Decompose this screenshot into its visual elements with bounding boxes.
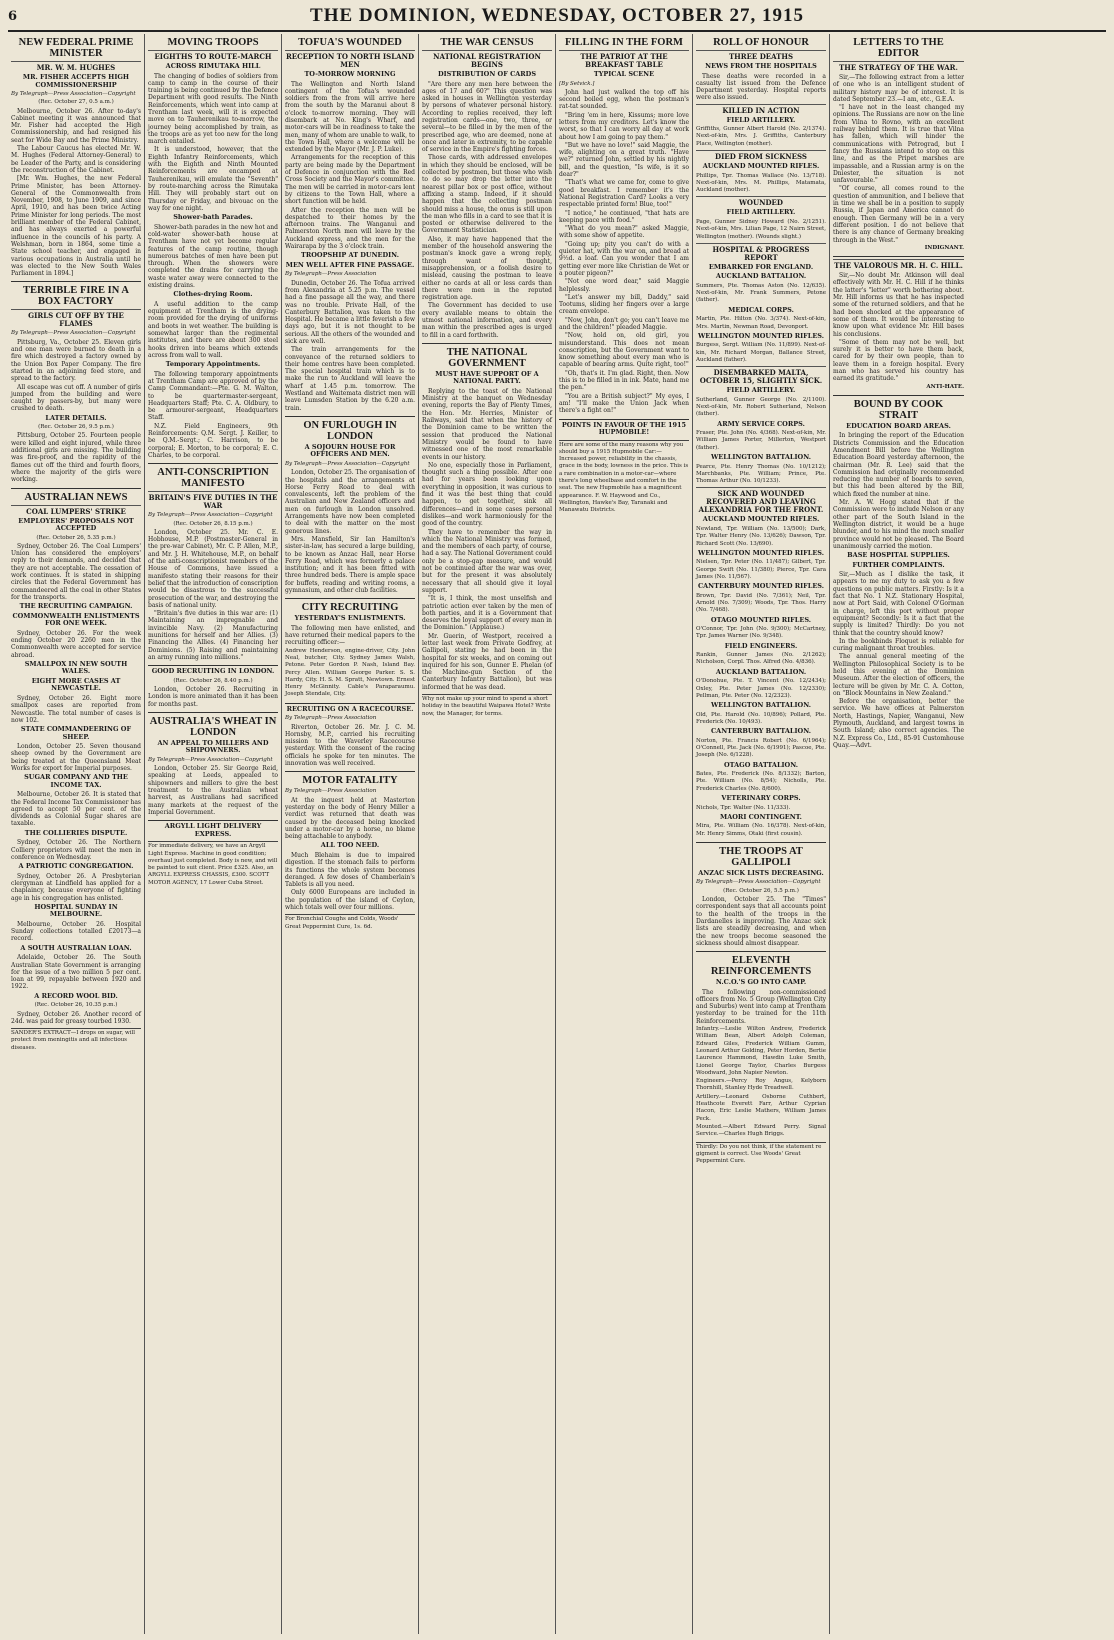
column-rule [833,395,964,396]
subheading: TO-MORROW MORNING [304,70,396,78]
headline: MOTOR FATALITY [302,775,398,787]
column-rule [11,281,141,282]
subheading: VETERINARY CORPS. [721,794,801,803]
subheading: ARGYLL LIGHT DELIVERY EXPRESS. [164,822,262,838]
byline: By Telegraph—Press Association—Copyright [11,330,136,337]
paragraph: "Now, hold on, old girl, you misunderstand. This does not mean conscription, but the Government want to know something about every man who is capable of bearing arms. Quite right, too!" [559,332,689,369]
headline: TOFUA'S WOUNDED [298,37,402,48]
byline: By Telegraph—Press Association—Copyright [148,756,273,763]
subheading: A RECORD WOOL BID. [34,991,118,1000]
byline: By Telegraph—Press Association [285,715,377,722]
column-rule [285,703,415,704]
paragraph: Much Blehaim is due to impaired digestion. If the stomach fails to perform its functions the whole system becomes deranged. A few doses of Chamberlain's Tablets is all you need. [285,851,415,889]
name-list: Sutherland, Gunner George (No. 2/1100). Next-of-kin, Mr. Robert Sutherland, Nelson (father). [696,396,826,418]
paragraph: In bringing the report of the Education Districts Commission and the Education Amendment Bill before the Wellington Education Board yesterday afternoon, the chairman (Mr. R. Lee) said that the Commission had originally recommended reducing the number of boards to seven, but this had been altered by the Bill, which fixed the number at nine. [833,432,964,498]
paragraph: The train arrangements for the conveyance of the returned soldiers to their home centres have been completed. The special hospital train which is to make the run to Auckland will leave the wharf at 1.45 p.m. tomorrow. The Westland and Waitemata district men will leave Lumsden Station by the 6.20 a.m. train. [285,346,415,412]
column-rule [833,256,964,257]
paragraph: Sydney, October 26. A Presbyterian clergyman at Lindfield has applied for a chaplaincy, because everyone of fighting age in his congregation has enlisted. [11,872,141,902]
subheading: WELLINGTON BATTALION. [710,701,811,710]
paragraph: Arrangements for the reception of this party are being made by the Department of Defence in conjunction with the Red Cross Society and the Mayor's committee. The men will be carried in motor-cars lent by citizens to the Town Hall, where a short function will be held. [285,154,415,206]
name-list: Newland, Tpr. William (No. 13/500); Dark, Tpr. Walter Henry (No. 13/626); Dawson, Tpr. Richard Scott (No. 13/690). [696,525,826,547]
subheading: DIED FROM SICKNESS [696,150,826,161]
name-list: Martin, Pte. Hilton (No. 3/374). Next-of-kin, Mrs. Martin, Newman Road, Devonport. [696,316,826,330]
paragraph: In the bookbinds Floquet is reliable for curing malignant throat troubles. [833,637,964,653]
headline: THE WAR CENSUS [440,37,534,48]
paragraph: The following non-commissioned officers from No. 5 Group (Wellington City and Suburbs) went into camp at Trentham yesterday to be trained for the 11th Reinforcements. [696,988,826,1025]
advertisement: SANDER'S EXTRACT—I drops on sugar, will protect from meningitis and all infectious diseases. [11,1028,141,1052]
name-list: Engineers.—Percy Roy Angus, Kelyborn Thornhill, Stanley Hyde Treadwell. [696,1078,826,1092]
subheading: SICK AND WOUNDED RECOVERED AND LEAVING ALEXANDRIA FOR THE FRONT. [696,487,826,514]
paragraph: Melbourne, October 26. Hospital Sunday collections totalled £20173—a record. [11,920,141,943]
subheading: EIGHTHS TO ROUTE-MARCH [148,50,278,61]
subheading: THE VALOROUS MR. H. C. HILL. [834,261,963,271]
name-list: Summers, Pte. Thomas Aston (No. 12/635). Next-of-kin, Mr. Frank Summers, Petone (father). [696,282,826,304]
advertisement: For Bronchial Coughs and Colds, Woods' Great Peppermint Cure, 1s. 6d. [285,914,415,931]
headline: THE TROOPS AT GALLIPOLI [719,845,803,868]
name-list: Phillips, Tpr. Thomas Wallace (No. 13/718). Next-of-kin, Mrs. M. Phillips, Matamata, Auckland (mother). [696,172,826,194]
paragraph: "You are a British subject?" My eyes, I am! "I'll make the Union Jack when there's a fight on!" [559,392,689,415]
headline: CITY RECRUITING [301,602,399,614]
paragraph: "Going up; pity you can't do with a quieter hat, with the war on, and bread at 9½d. a loaf. Can you wonder that I am getting ever more like Christian de Wet or a pouter pigeon?" [559,240,689,277]
subheading: FIELD ARTILLERY. [726,208,796,217]
subheading: A SOUTH AUSTRALIAN LOAN. [20,943,132,952]
subheading: MR. W. M. HUGHES [11,61,141,72]
paragraph: After the reception the men will be despatched to their homes by the afternoon trains. The Wanganui and Palmerston North men will leave by the Auckland express, and the men for the Wairarapa by the 3 o'clock train. [285,206,415,251]
subheading: FURTHER COMPLAINTS. [852,560,945,569]
paragraph: It is understood, however, that the Eighth Infantry Reinforcements, which with the Eighth and Ninth Mounted Reinforcements are encamped at Tauherenikau, will emulate the "Seventh" by route-marching across the Rimutaka Hill. They will probably start out on Thursday or Friday, and bivouac on the way for one night. [148,146,278,212]
subheading: FIELD ENGINEERS. [724,641,798,650]
subheading: EMPLOYERS' PROPOSALS NOT ACCEPTED [18,516,134,533]
subheading: GOOD RECRUITING IN LONDON. [151,667,275,676]
paragraph: A useful addition to the camp equipment at Trentham is the drying-room provided for the drying of uniforms and boots in wet weather. The building is somewhat larger than the regimental institutes, and there are about 300 steel hooks driven into beams which extends across from wall to wall. [148,300,278,359]
subheading: DISTRIBUTION OF CARDS [437,70,537,78]
paragraph: The annual general meeting of the Wellington Philosophical Society is to be held this evening at the Dominion Museum. After the election of officers, the lecture will be given by Mr. C. A. Cotton, on "Block Mountains in New Zealand." [833,653,964,697]
paragraph: Mr. A. W. Hogg stated that if the Commission were to include Nelson or any other part of the South Island in the Wellington district, it would be a huge blunder, and to his mind the much smaller province would not be pleased. The Board unanimously carried the motion. [833,499,964,550]
column-2 [145,34,282,1634]
subheading: WOUNDED [696,196,826,207]
paragraph: "Bring 'em in here, Kissums; more love letters from my creditors. Let's know the worst, so that I can worry all day at work about how I am going to pay them." [559,111,689,141]
advertisement: Why not make up your mind to spend a short holiday in the beautiful Waipawa Hotel? Write now, the Manager, for terms. [422,696,551,717]
subheading: FIELD ARTILLERY. [726,386,796,395]
column-rule [285,771,415,772]
paragraph: The changing of bodies of soldiers from camp to camp in the course of their training is being continued by the Defence Department with good results. The Ninth Reinforcements, which went into camp at Trentham last week, will it is expected move on to Tauherenikau to-morrow, the journey being accomplished by train, as the troops are as yet too new for the long march entailed. [148,72,278,146]
name-list: Andrew Henderson, engine-driver, City. John Neal, butcher, City. Sydney James Walsh, Petone. Peter Gordon P. Nash, Island Bay. Percy Allen. William George Parker. S. S. Hardy, City. H. S. M. Spratt, Newtown. Ernest Henry McGinnity. Cable's Paraparaumu. Joseph Stendale, City. [285,647,415,698]
subheading: A SOJOURN HOUSE FOR OFFICERS AND MEN. [304,442,396,459]
subheading: MEDICAL CORPS. [728,305,794,314]
subheading: MEN WELL AFTER FINE PASSAGE. [285,260,415,269]
paragraph: Sydney, October 26. Eight more smallpox cases are reported from Newcastle. The total number of cases is now 102. [11,694,141,724]
subheading: LATER DETAILS. [45,413,107,422]
column-rule [148,463,278,464]
subheading: WELLINGTON MOUNTED RIFLES. [697,331,825,340]
subheading: BRITAIN'S FIVE DUTIES IN THE WAR [148,493,278,511]
paragraph: The Government has decided to use every available means to obtain the utmost national information, and every man within the prescribed ages is urged to fill in a card forthwith. [422,302,552,339]
column-rule [285,598,415,599]
column-rule [422,343,552,344]
paragraph: "It is, I think, the most unselfish and patriotic action ever taken by the men of both parties, and it is a Government that deserves the loyal support of every man in the Dominion." (Applause.) [422,595,552,632]
subheading: GIRLS CUT OFF BY THE FLAMES [11,309,141,328]
column-rule [696,842,826,843]
subheading: YESTERDAY'S ENLISTMENTS. [294,614,406,623]
paragraph: "Let's answer my bill, Daddy," said Tootums, sliding her fingers over a large cream envelope. [559,293,689,316]
name-list: Bates, Pte. Frederick (No. 8/1332); Barton, Pte. William (No. 8/54); Nicholls, Pte. Frederick Charles (No. 8/600). [696,771,826,792]
subheading: OTAGO MOUNTED RIFLES. [710,615,812,624]
headline: MOVING TROOPS [167,37,259,48]
name-list: Burgess, Sergt. William (No. 11/899). Next-of-kin, Mr. Richard Morgan, Ballance Street, Auckland (father). [696,342,826,363]
paragraph: London, October 25. Mr. C. E. Hobhouse, M.P. (Postmaster-General in the pre-war Cabinet), Mr. C. P. Allen, M.P., and Mr. J. H. Whitehouse, M.P., on behalf of the anti-conscriptionist members of the House of Commons, have issued a manifesto stating their reasons for their belief that the introduction of conscription would be disastrous to the successful prosecution of the war, and destroying the basis of national unity. [148,528,278,609]
paragraph: Mrs. Mansfield, Sir Ian Hamilton's sister-in-law, has secured a large building, to be known as Anzac Hall, near Horse Ferry Road, which was formerly a palace institution; and it has been fitted with three hundred beds. There is ample space for buffets, reading and writing rooms, a gymnasium, and other club facilities. [285,535,415,595]
page-number: 6 [8,8,18,24]
subheading: ALL TOO NEED. [320,841,380,850]
name-list: Fraser, Pte. John (No. 4/368). Next-of-kin, Mr. William James Porter, Millerton, Westport (father). [696,430,826,451]
newspaper-title: THE DOMINION, WEDNESDAY, OCTOBER 27, 1915 [310,5,804,26]
columns-container [8,34,1106,1634]
subheading: DISEMBARKED MALTA, OCTOBER 15, SLIGHTLY SICK. [696,366,826,385]
subheading: THE PATRIOT AT THE BREAKFAST TABLE [559,50,689,69]
paragraph: Sydney, October 26. The Coal Lumpers' Union has considered the employers' reply to their demands, and decided that they are not acceptable. The cessation of work continues. It is stated in shipping circles that the Federal Government has commandeered all the coal in other States for the transports. [11,542,141,601]
subheading: ACROSS RIMUTAKA HILL [165,62,261,70]
dateline: (Rec. October 26, 5.5 p.m.) [723,887,799,894]
paragraph: Melbourne, October 26. After to-day's Cabinet meeting it was announced that Mr. Fisher had accepted the High Commissionership, and had resigned his seat for Wide Bay and the Prime Ministry. [11,107,141,144]
byline: [By Setvick.] [559,80,595,87]
byline: By Telegraph—Press Association—Copyright [11,91,136,97]
dateline: (Rec. October 26, 10.35 p.m.) [34,1002,118,1009]
byline: By Telegraph—Press Association—Copyright [285,460,410,467]
column-5 [556,34,693,1634]
paragraph: "Are there any men here between the ages of 17 and 60?" This question was asked in houses in Wellington yesterday by persons of whatever personal history. According to replies received, they left registration cards—one, two, three, or several—to be filled in by the men of the prescribed age, who are deemed, none at once and later in extremity, to be capable of service in the Empire's fighting forces. [422,80,552,154]
paragraph: The Labour Caucus has elected Mr. W. M. Hughes (Federal Attorney-General) to be Leader of the Party, and is considering the reconstruction of the Cabinet. [11,145,141,174]
paragraph: Melbourne, October 26. It is stated that the Federal Income Tax Commissioner has agreed to accept 50 per cent. of the dividends as Colonial Sugar shares are taxable. [11,791,141,828]
paragraph: Pittsburg, Va., October 25. Eleven girls and one man were burned to death in a fire which destroyed a factory owned by the Union Box Paper Company. The fire started in an adjoining feed store, and spread to the factory. [11,338,141,383]
paragraph: "Not one word dear," said Maggie helplessly. [559,278,689,293]
paragraph: London, October 25. Sir George Reid, speaking at Leeds, appealed to shipowners and millers to give the best treatment to the Australian wheat harvest, as Australians had sacrificed many markets at the request of the Imperial Government. [148,765,278,816]
name-list: Infantry.—Leslie Wilton Andrew, Frederick William Bean, Albert Adolph Coleman, Edward Giles, Frederick William Gumm, Leonard Arthur Golding, Peter Horden, Bertie Laurence Hammond, Hawdin Luke Smith, Lionel George Taylor, Charles Burgess Woodward, John Napier Newton. [696,1026,826,1076]
paragraph: "What do you mean?" asked Maggie, with some show of appetite. [559,225,689,240]
subheading: ANZAC SICK LISTS DECREASING. [698,868,824,877]
byline: By Telegraph—Press Association [285,788,377,795]
headline: ANTI-CONSCRIPTION MANIFESTO [157,467,269,490]
paragraph: They have to remember the way in which the National Ministry was formed, and the members of each party, of course, had a say. The National Government could only be a stop-gap measure, and would not be continued after the war was over, but for the present it was absolutely necessary that all should give it loyal support. [422,528,552,594]
name-list: Brown, Tpr. David (No. 7/361); Neil, Tpr. Arnold (No. 7/309); Woods, Tpr. Thos. Harry (No. 7/468). [696,592,826,614]
subheading: Shower-bath Parades. [173,213,253,222]
paragraph: Riverton, October 26. Mr. J. C. M. Hornsby, M.P., carried his recruiting mission to the Waverley Racecourse yesterday. With the consent of the racing officials he spoke for ten minutes. The innovation was well received. [285,723,415,768]
dateline: (Rec. October 26, 5.35 p.m.) [36,534,116,541]
subheading: AN APPEAL TO MILLERS AND SHIPOWNERS. [157,738,269,755]
column-rule [285,416,415,417]
subheading: EMBARKED FOR ENGLAND. [708,262,814,271]
subheading: MAORI CONTINGENT. [720,812,802,821]
column-rule [148,665,278,666]
column-3 [282,34,419,1634]
paragraph: The following men have enlisted, and have returned their medical papers to the recruiting officer:— [285,624,415,647]
subheading: WELLINGTON BATTALION. [710,453,811,462]
dateline: (Rec. October 26, 9.5 p.m.) [38,424,114,431]
headline: AUSTRALIA'S WHEAT IN LONDON [149,715,277,738]
paragraph: Adelaide, October 26. The South Australian State Government is arranging for the issue of a two million 5 per cent. loan at 99, repayable between 1920 and 1922. [11,954,141,991]
name-list: Nielsen, Tpr. Peter (No. 11/487); Gilbert, Tpr. George Swift (No. 11/380); Pierce, Tpr. Cara James (No. 11/567). [696,559,826,580]
subheading: COAL LUMPERS' STRIKE [11,505,141,516]
paragraph: The Wellington and North Island contingent of the Tofua's wounded soldiers from the from will arrive here from the south by the Maranui about 8 o'clock to-morrow morning. They will disembark at No. King's Wharf, and motor-cars will be in readiness to take the men, many of whom are unable to walk, to the Town Hall, where a welcome will be extended by the Mayor (Mr. J. P. Luke). [285,80,415,154]
paragraph: "Oh, that's it. I'm glad. Right, then. Now this is to be filled in in ink. Mate, hand me the pen." [559,369,689,392]
paragraph: "Britain's five duties in this war are: (1) Maintaining an impregnable and invincible Navy. (2) Manufacturing munitions for herself and her Allies. (3) Financing the Allies. (4) Financing her Dominions. (5) Raising and maintaining an army running into millions." [148,610,278,661]
subheading: MR. FISHER ACCEPTS HIGH COMMISSIONERSHIP [22,73,130,89]
paragraph: Mr. Guerin, of Westport, received a letter last week from Private Godfrey, at Gallipoli, stating he had been in the hospital for six weeks, and on coming out inquired for his son, Gunner E. Phelan (of the Machine-gun Section of the Canterbury Infantry Battalion), but was informed that he was dead. [422,632,552,691]
headline: BOUND BY COOK STRAIT [853,398,944,421]
headline: FILLING IN THE FORM [565,37,683,48]
advertisement: Thirdly: Do you not think, if the statement re gigment is correct. Use Woods' Great Peppermint Cure. [696,1142,826,1166]
subheading: KILLED IN ACTION [696,104,826,115]
paragraph: Pittsburg, October 25. Fourteen people were killed and eight injured, while three additional girls are missing. The building was fire-proof, and the rapidity of the flames cut off the third and fourth floors, where the majority of the girls were working. [11,432,141,484]
headline: ON FURLOUGH IN LONDON [303,419,397,442]
byline: By Telegraph—Press Association—Copyright [696,879,821,886]
subheading: FIELD ARTILLERY. [726,115,796,124]
subheading: THREE DEATHS [696,50,826,61]
name-list: Mounted.—Albert Edward Perry. Signal Service.—Charles Hugh Briggs. [696,1123,826,1138]
headline: NEW FEDERAL PRIME MINISTER [18,37,134,59]
paragraph: "Some of them may not be well, but surely it is better to have them back, cared for by their own people, than to leave them in a foreign hospital. Every man who has served his country has earned its gratitude." [833,338,964,383]
column-rule [148,820,278,821]
column-rule [148,712,278,713]
paragraph: Sydney, October 26. For the week ending October 20 2260 men in the Commonwealth were accepted for service abroad. [11,629,141,659]
paragraph: Shower-bath parades in the new hot and cold-water shower-bath house at Trentham have not yet become regular features of the camp routine, though numerous batches of men have been put through. When the showers were completed the drains for carrying the waste water away were connected to the existing drains. [148,223,278,290]
subheading: CANTERBURY BATTALION. [711,727,811,736]
name-list: Nichols, Tpr. Walter (No. 11/333). [696,804,791,811]
subheading: CANTERBURY MOUNTED RIFLES. [697,582,825,591]
paragraph: "I notice," he continued, "that hats are keeping pace with food." [559,209,689,224]
headline: AUSTRALIAN NEWS [24,491,128,503]
advertisement: Here are some of the many reasons why you should buy a 1915 Hupmobile Car:—Increased power, reliability in the chassis, grace in the body, lowness in the price. This is a rare combination in a motor-car—where there's long wheelbase and comfort in the seat. The new Hupmobile has a magnificent appearance. F. W. Haywood and Co., Wellington, Hawke's Bay, Taranaki and Manawatu Districts. [559,441,689,514]
headline: THE NATIONAL GOVERNMENT [446,346,528,369]
name-list: Artillery.—Leonard Osborne Cuthbert, Heathcote Everett Farr, Arthur Cyprian Hacon, Eric Leslie Mathers, William James Peck. [696,1093,826,1122]
paragraph: All escape was cut off. A number of girls jumped from the building and were caught by passers-by, but many were crushed to death. [11,383,141,413]
column-7 [830,34,967,1634]
masthead [8,2,1106,32]
subheading: TYPICAL SCENE [593,70,655,78]
name-list: Norton, Pte. Francis Robert (No. 6/1964); O'Connell, Pte. Jack (No. 6/1991); Pascoe, Pte. Joseph (No. 6/1228). [696,737,826,759]
headline: ROLL OF HONOUR [713,37,809,48]
paragraph: London, October 25. The "Times" correspondent says that all accounts point to the health of the troops in the Dardanelles is improving. The Anzac sick lists are steadily decreasing, and when the new troops become seasoned the sickness should almost disappear. [696,896,826,947]
paragraph: Before the organisation, better the service. We have offices at Palmerston North, Hastings, Napier, Wanganui, New Plymouth, Auckland, and largest towns in South Island; also correct agencies. The N.Z. Express Co., Ltd., 85-91 Customhouse Quay.—Advt. [833,698,964,749]
paragraph: John had just walked the top off his second boiled egg, when the postman's rat-tat sounded. [559,88,689,111]
subheading: HOSPITAL & PROGRESS REPORT [696,243,826,262]
advertisement: For immediate delivery, we have an Argyll Light Express. Machine in good condition; overhaul just completed. Body is new, and will be painted to suit client. Price £325. Also, an ARGYLL EXPRESS CHASSIS, £300. SCOTT MOTOR AGENCY, 17 Lower Cuba Street. [148,843,278,886]
paragraph: N.Z. Field Engineers, 9th Reinforcements: Q.M. Sergt. J. Keiller, to be Q.M.-Sergt.; C. Harrison, to be corporal; E. Morton, to be corporal; E. C. Charles, to be corporal. [148,422,278,459]
subheading: WELLINGTON MOUNTED RIFLES. [697,548,825,557]
subheading: A PATRIOTIC CONGREGATION. [18,862,134,871]
subheading: THE STRATEGY OF THE WAR. [833,61,964,72]
paragraph: "Of course, all comes round to the question of ammunition, and I believe that in time we shall be in a position to supply Russia, if Japan and America cannot do enough. Then Germany will be in a very different position. I do not believe that there is any chance of Germany breaking through in the West." [833,185,964,244]
subheading: STATE COMMANDEERING OF SHEEP. [20,725,132,741]
paragraph: The following temporary appointments at Trentham Camp are approved of by the Camp Commandant:—Pte. G. M. Walton, to be quartermaster-sergeant, Headquarters Staff; Pte. C. A. Oldbury, to be armourer-sergeant, Headquarters Staff. [148,370,278,422]
name-list: Griffiths, Gunner Albert Harold (No. 2/1374). Next-of-kin, Mrs. J. Griffiths, Canterbury Place, Wellington (mother). [696,126,826,147]
paragraph: Also, it may have happened that the member of the household answering the postman's knock gave a wrong reply, through want of thought, misapprehension, or a foolish desire to mislead, causing the postman to leave either no cards at all or less cards than there were men in the reputed registration age. [422,235,552,302]
paragraph: Sir,—Much as I dislike the task, it appears to me my duty to ask you a few questions on public matters. Firstly: Is it a fact that No. 1 N.Z. Stationary Hospital, now at Port Said, with Colonel O'Gorman in charge, left this port without proper equipment? Secondly: Is it a fact that the supply is limited? Thirdly: Do you not think that the country should know? [833,571,964,637]
paragraph: Sir,—No doubt Mr. Atkinson will deal effectively with Mr. H. C. Hill if he thinks the latter's "letter" worth bothering about. Mr. Hill informs us that he has inspected some of the returned soldiers, and that he had been shocked at the appearance of some of them. It would be interesting to know upon what evidence Mr. Hill bases his conclusions. [833,272,964,338]
paragraph: Replying to the toast of the National Ministry at the banquet on Wednesday evening, reports the Bay of Plenty Times, the Hon. Mr. Herries, Minister of Railways, said that when the history of the Dominion came to be written the session that produced the National Ministry would be found to have witnessed one of the most remarkable events in our history. [422,387,552,461]
paragraph: Those cards, with addressed envelopes in which they should be enclosed, will be collected by postmen, but those who wish to do so may drop the letter into the nearest pillar box or post office, without affixing a stamp. Indeed, if it should happen that the collecting postman should miss a house, the onus is still upon the man who fills in a card to see that it is posted or otherwise delivered to the Government Statistician. [422,154,552,235]
paragraph: "Now, John, don't go; you can't leave me and the children!" pleaded Maggie. [559,316,689,331]
name-list: O'Donohue, Pte. T. Vincent (No. 12/2434); Oxley, Pte. Peter James (No. 12/2330); Pellman, Pte. Peter (No. 12/2323). [696,678,826,699]
subheading: RECEPTION TO NORTH ISLAND MEN [285,52,415,69]
subheading: RECRUITING ON A RACECOURSE. [286,704,414,713]
byline: By Telegraph—Press Association—Copyright [148,512,273,519]
column-6 [693,34,830,1634]
subheading: BASE HOSPITAL SUPPLIES. [847,551,950,560]
name-list: O'Connor, Tpr. John (No. 9/300); McCartney, Tpr. James Warner (No. 9/348). [696,626,826,640]
subheading: AUCKLAND MOUNTED RIFLES. [702,515,820,524]
subheading: MUST HAVE SUPPORT OF A NATIONAL PARTY. [435,369,539,386]
subheading: ARMY SERVICE CORPS. [717,419,805,428]
subheading: COMMONWEALTH ENLISTMENTS FOR ONE WEEK. [12,611,140,628]
paragraph: Dunedin, October 26. The Tofua arrived from Alexandria at 5.25 p.m. The vessel had a fine passage all the way, and there was no trouble. Private Hall, of the Canterbury Battalion, was taken to the Hospital. He became a little feverish a few days ago, but it is not thought to be serious. All the others of the wounded and sick are well. [285,279,415,345]
subheading: EDUCATION BOARD AREAS. [846,421,951,430]
subheading: THE COLLIERIES DISPUTE. [24,828,128,837]
name-list: Page, Gunner Sidney Howard (No. 2/1251). Next-of-kin, Mrs. Lilian Page, 12 Nairn Street, Wellington (mother). (Wounds slight.) [696,218,826,240]
headline: TERRIBLE FIRE IN A BOX FACTORY [23,285,129,308]
paragraph: "I have not in the least changed my opinions. The Russians are now on the line from Vilna to Rovno, with an excellent railway behind them. It is true that Vilna has fallen, which will hinder the communications with Petrograd, but I fancy the Russians intend to stop on this line, and as the Pripet marshes are impassable, and a Russian army is on the Dniester, the situation is not unfavourable." [833,104,964,185]
paragraph: London, October 26. Recruiting in London is more animated than it has been for months past. [148,685,278,708]
paragraph: [Mr. Wm. Hughes, the new Federal Prime Minister, has been Attorney-General of the Commonwealth from November, 1908, to June 1909, and since April, 1910, and has been twice Acting Prime Minister for long periods. The most brilliant member of the Federal Cabinet, and has always exerted a powerful influence in the councils of his party. A Welshman, born in 1864, some time a State school teacher, and engaged in various occupations in Australia until he was elected to the New South Wales Parliament in 1894.] [11,175,141,278]
paragraph: London, October 25. Seven thousand sheep owned by the Government are being treated at the Queensland Meat Works for export for Imperial purposes. [11,743,141,772]
subheading: Clothes-drying Room. [173,290,253,299]
column-rule [559,419,689,420]
subheading: POINTS IN FAVOUR OF THE 1915 HUPMOBILE! [561,420,687,437]
paragraph: "That's what we came for, come to give good breakfast. I remember it's the National Registration Card? Looks a very respectable printed form! Blue, too!" [559,179,689,209]
subheading: NEWS FROM THE HOSPITALS [705,62,817,70]
name-list: Mira, Pte. William (No. 16/378). Next-of-kin, Mr. Henry Simms, Otaki (first cousin). [696,823,826,837]
column-rule [696,951,826,952]
paragraph: Sydney, October 26. Another record of 24d. was paid for greasy tourbed 1930. [11,1010,141,1025]
subheading: NATIONAL REGISTRATION BEGINS [422,50,552,69]
subheading: AUCKLAND MOUNTED RIFLES. [702,162,820,171]
paragraph: These deaths were recorded in a casualty list issued from the Defence Department yesterday. Hospital reports were also issued. [696,72,826,102]
subheading: EIGHT MORE CASES AT NEWCASTLE. [31,676,121,693]
letter-signature: INDIGNANT. [924,244,964,251]
subheading: THE RECRUITING CAMPAIGN. [19,602,133,611]
subheading: HOSPITAL SUNDAY IN MELBOURNE. [34,902,118,919]
subheading: Temporary Appointments. [165,360,261,369]
name-list: Old, Pte. Harold (No. 10/896); Pollard, Pte. Frederick (No. 10/493). [696,711,826,725]
subheading: TROOPSHIP AT DUNEDIN. [301,251,399,260]
paragraph: At the inquest held at Masterton yesterday on the body of Henry Miller a verdict was returned that death was caused by the deceased being knocked under a motor-car by a horse, no blame being attachable to anybody. [285,796,415,841]
paragraph: Sydney, October 26. The Northern Colliery proprietors will meet the men in conference on Wednesday. [11,839,141,861]
headline: ELEVENTH REINFORCEMENTS [710,955,812,978]
subheading: N.C.O.'S GO INTO CAMP. [715,978,807,987]
paragraph: London, October 25. The organisation of the hospitals and the arrangements at Horse Ferry Road to deal with convalescents, left the problem of the Australian and New Zealand officers and men on furlough in London unsolved. Arrangements have now been completed to deal with the matter on the most generous lines. [285,469,415,535]
name-list: Pearce, Pte. Henry Thomas (No. 10/1212); Marchbanks, Pte. William; Prince, Pte. Thomas Arthur (No. 10/1233). [696,463,826,485]
subheading: OTAGO BATTALION. [723,760,799,769]
subheading: AUCKLAND BATTALION. [715,667,807,676]
dateline: (Rec. October 26, 8.15 p.m.) [173,520,253,527]
paragraph: Sir,—The following extract from a letter of one who is an intelligent student of military history may be of interest. It is dated September 23.—I am, etc., G.E.A. [833,74,964,103]
subheading: SUGAR COMPANY AND THE INCOME TAX. [24,773,128,789]
column-4 [419,34,556,1634]
paragraph: "But we have no love!" said Maggie, the wife, alighting on a great truth. "Have we?" returned John, settled by his nightly bill, and the question, "Is wife, is it so dear?" [559,141,689,179]
headline: LETTERS TO THE EDITOR [853,37,944,59]
dateline: (Rec. October 27, 0.5 a.m.) [38,99,114,106]
subheading: SMALLPOX IN NEW SOUTH WALES. [24,659,128,676]
column-1 [8,34,145,1634]
letter-signature: ANTI-HATE. [926,383,964,390]
name-list: Rankin, Gunner James (No. 2/1262); Nicholson, Corpl. Thos. Alfred (No. 4/836). [696,652,826,666]
column-rule [11,488,141,489]
byline: By Telegraph—Press Association [285,271,377,278]
dateline: (Rec. October 26, 8.40 p.m.) [173,677,253,684]
subheading: AUCKLAND BATTALION. [715,272,807,281]
paragraph: No one, especially those in Parliament, thought such a thing possible. After one had for years been looking upon everything in opposition, it was curious to find it was the best thing that could happen, to get together, sink all differences—and in some cases personal dislikes—and work harmoniously for the good of the country. [422,461,552,528]
paragraph: Only 6000 Europeans are included in the population of the island of Ceylon, which totals well over four millions. [285,889,415,912]
